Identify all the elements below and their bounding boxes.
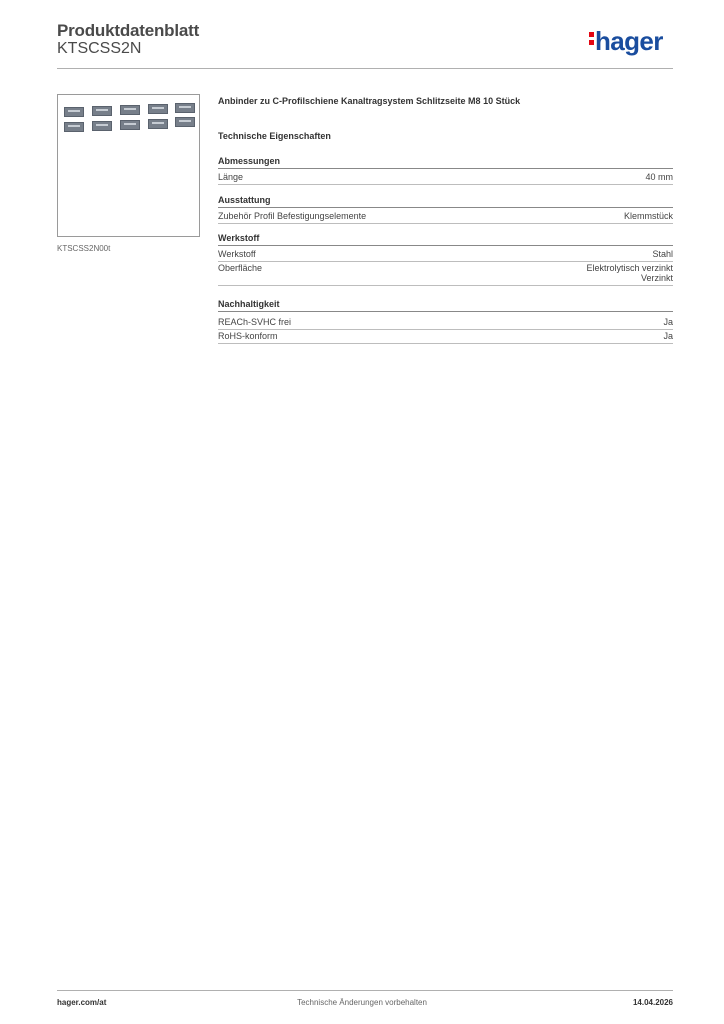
row-value: Stahl	[652, 249, 673, 259]
row-value: Ja	[663, 331, 673, 341]
clip-icon	[120, 105, 140, 115]
row-label: Werkstoff	[218, 249, 256, 259]
footer-divider	[57, 990, 673, 991]
clip-icon	[92, 121, 112, 131]
clip-icon	[64, 122, 84, 132]
row-label: REACh-SVHC frei	[218, 317, 292, 327]
clip-icon	[148, 104, 168, 114]
product-description: Anbinder zu C-Profilschiene Kanaltragsystem Schlitzseite M8 10 Stück	[218, 96, 521, 106]
table-row	[218, 211, 673, 224]
row-label: Oberfläche	[218, 263, 263, 273]
logo-dots-icon	[589, 29, 594, 48]
product-code: KTSCSS2N	[57, 40, 142, 57]
hager-logo	[589, 27, 663, 55]
clip-icon	[175, 103, 195, 113]
group-title-abmessungen: Abmessungen	[218, 156, 673, 169]
product-image	[57, 94, 200, 237]
row-label: RoHS-konform	[218, 331, 278, 341]
row-value: 40 mm	[645, 172, 673, 182]
row-value-line: Elektrolytisch verzinkt	[586, 263, 673, 273]
footer-website: hager.com/at	[57, 998, 107, 1007]
clip-icon	[64, 107, 84, 117]
page-title: Produktdatenblatt	[57, 21, 200, 40]
image-caption: KTSCSS2N00t	[57, 244, 111, 253]
row-value-line: Verzinkt	[640, 273, 673, 283]
header-divider	[57, 68, 673, 69]
section-title: Technische Eigenschaften	[218, 131, 331, 141]
row-value	[586, 263, 673, 283]
group-title-ausstattung: Ausstattung	[218, 195, 673, 208]
table-row	[218, 172, 673, 185]
footer-notice: Technische Änderungen vorbehalten	[297, 998, 427, 1007]
row-value: Ja	[663, 317, 673, 327]
table-row	[218, 249, 673, 262]
clip-icon	[175, 117, 195, 127]
row-label: Länge	[218, 172, 244, 182]
table-row	[218, 263, 673, 286]
clip-icon	[92, 106, 112, 116]
clip-icon	[148, 119, 168, 129]
row-value: Klemmstück	[623, 211, 673, 221]
footer-date: 14.04.2026	[632, 998, 673, 1007]
technical-data	[218, 96, 673, 341]
clip-icon	[120, 120, 140, 130]
table-row	[218, 331, 673, 344]
group-title-nachhaltigkeit: Nachhaltigkeit	[218, 299, 673, 312]
group-title-werkstoff: Werkstoff	[218, 233, 673, 246]
row-label: Zubehör Profil Befestigungselemente	[218, 211, 367, 221]
table-row	[218, 317, 673, 330]
logo-text: hager	[595, 26, 663, 56]
